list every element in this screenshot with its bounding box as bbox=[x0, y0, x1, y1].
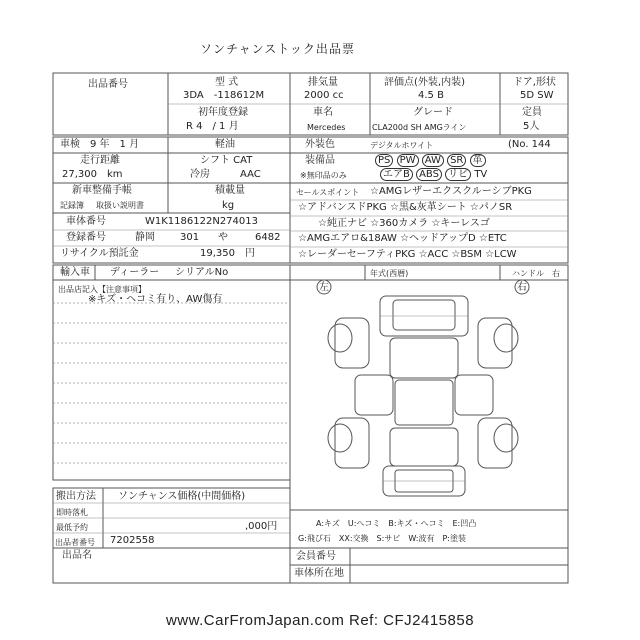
equip-rear-view: リビ bbox=[445, 168, 471, 181]
equipment-row1 bbox=[375, 155, 486, 167]
plate-region: 静岡 bbox=[135, 232, 155, 243]
chassis-value: W1K1186122N274013 bbox=[145, 216, 258, 227]
sales-line-3: ☆純正ナビ ☆360カメラ ☆キーレスゴ bbox=[318, 218, 490, 229]
ac-value: AAC bbox=[240, 169, 261, 180]
equip-sr: SR bbox=[447, 154, 466, 167]
equipment-label: 装備品 bbox=[305, 155, 335, 166]
chassis-label: 車体番号 bbox=[66, 216, 106, 227]
equip-aw: AW bbox=[422, 154, 444, 167]
year-label: 年式(西暦) bbox=[370, 269, 409, 278]
notes-label: 出品店記入【注意事項】 bbox=[58, 285, 146, 294]
method-value: ソンチャンス価格(中間価格) bbox=[118, 491, 246, 502]
sheet-title: ソンチャンストック出品票 bbox=[200, 42, 355, 56]
plate-label: 登録番号 bbox=[66, 232, 106, 243]
diagram-left-label: 左 bbox=[319, 282, 329, 293]
shift-label: シフト CAT bbox=[200, 155, 253, 166]
car-damage-diagram bbox=[317, 280, 529, 496]
score-label: 評価点(外装,内装) bbox=[384, 77, 465, 88]
capacity-label: 定員 bbox=[522, 107, 542, 118]
car-name-value: Mercedes bbox=[307, 123, 346, 132]
fuel-value: 軽油 bbox=[215, 139, 235, 150]
legend-line-1: A:キズ U:ヘコミ B:キズ・ヘコミ E:凹凸 bbox=[316, 519, 477, 528]
first-reg-value: R 4 / 1 月 bbox=[186, 121, 239, 132]
color-label: 外装色 bbox=[305, 139, 335, 150]
location-label: 車体所在地 bbox=[294, 568, 344, 579]
member-label: 会員番号 bbox=[296, 551, 336, 562]
serial-label: シリアルNo bbox=[175, 267, 229, 278]
door-value: 5D SW bbox=[520, 90, 554, 101]
load-unit: kg bbox=[222, 200, 235, 211]
door-label: ドア,形状 bbox=[513, 77, 556, 88]
exhibit-no-label: 出品番号 bbox=[88, 79, 128, 90]
legend-line-2: G:飛び石 XX:交換 S:サビ W:波有 P:塗装 bbox=[298, 534, 466, 543]
plate-number: 6482 bbox=[255, 232, 281, 243]
sales-line-4: ☆AMGエアロ&18AW ☆ヘッドアップD ☆ETC bbox=[298, 233, 507, 244]
dealer-label: ディーラー bbox=[110, 267, 160, 278]
inspection-value: 車検 9 年 1 月 bbox=[60, 139, 140, 150]
equip-leather: 革 bbox=[470, 154, 486, 167]
equipment-row2 bbox=[380, 169, 487, 181]
method-label: 搬出方法 bbox=[56, 491, 96, 502]
recycle-label: リサイクル預託金 bbox=[60, 248, 139, 259]
sales-line-1: ☆AMGレザーエクスクルーシブPKG bbox=[370, 186, 532, 197]
car-name-label: 車名 bbox=[313, 107, 333, 118]
equip-ps: PS bbox=[375, 154, 393, 167]
exhibitor-value: 7202558 bbox=[110, 535, 155, 546]
recycle-value: 19,350 円 bbox=[200, 248, 255, 259]
model-value: 3DA -118612M bbox=[183, 90, 265, 101]
import-label: 輸入車 bbox=[60, 267, 90, 278]
exhibitor-label: 出品者番号 bbox=[55, 538, 95, 547]
color-no: (No. 144 bbox=[508, 139, 551, 150]
color-value: デジタルホワイト bbox=[370, 141, 434, 150]
bid-label: 即時落札 bbox=[56, 508, 88, 517]
min-price-value: ,000円 bbox=[245, 521, 278, 532]
handle-label: ハンドル 右 bbox=[512, 269, 560, 278]
load-label: 積載量 bbox=[215, 185, 245, 196]
ac-label: 冷房 bbox=[190, 169, 210, 180]
diagram-right-label: 右 bbox=[517, 282, 527, 293]
first-reg-label: 初年度登録 bbox=[198, 107, 248, 118]
equip-pw: PW bbox=[397, 154, 419, 167]
mileage-label: 走行距離 bbox=[80, 155, 120, 166]
mileage-value: 27,300 km bbox=[62, 169, 123, 180]
displacement-label: 排気量 bbox=[308, 77, 338, 88]
grade-value: CLA200d SH AMGライン bbox=[372, 123, 467, 132]
manual-opt1: 記録簿 bbox=[60, 201, 84, 210]
model-label: 型 式 bbox=[215, 77, 239, 88]
item-name-label: 出品名 bbox=[62, 550, 92, 561]
grade-label: グレード bbox=[413, 107, 453, 118]
manual-opt2: 取扱い説明書 bbox=[96, 201, 144, 210]
score-value: 4.5 B bbox=[418, 90, 444, 101]
sales-point-label: セールスポイント bbox=[296, 188, 360, 197]
capacity-value: 5人 bbox=[523, 121, 540, 132]
equip-abs: ABS bbox=[416, 168, 442, 181]
plate-kana: や bbox=[218, 232, 228, 243]
manual-label: 新車整備手帳 bbox=[72, 185, 132, 196]
equipment-sublabel: ※無印品のみ bbox=[300, 171, 347, 180]
equip-tv: TV bbox=[474, 169, 488, 180]
displacement-value: 2000 cc bbox=[304, 90, 344, 101]
min-price-label: 最低予約 bbox=[56, 523, 88, 532]
sales-line-5: ☆レーダーセーフティPKG ☆ACC ☆BSM ☆LCW bbox=[298, 249, 517, 260]
notes-line-1: ※キズ・ヘコミ有り、AW傷有 bbox=[88, 294, 223, 305]
sales-line-2: ☆アドバンスドPKG ☆黒&灰革シート ☆パノSR bbox=[298, 202, 513, 213]
plate-class-no: 301 bbox=[180, 232, 200, 243]
watermark-footer: www.CarFromJapan.com Ref: CFJ2415858 bbox=[165, 612, 475, 629]
equip-airbag: エアB bbox=[380, 168, 413, 181]
